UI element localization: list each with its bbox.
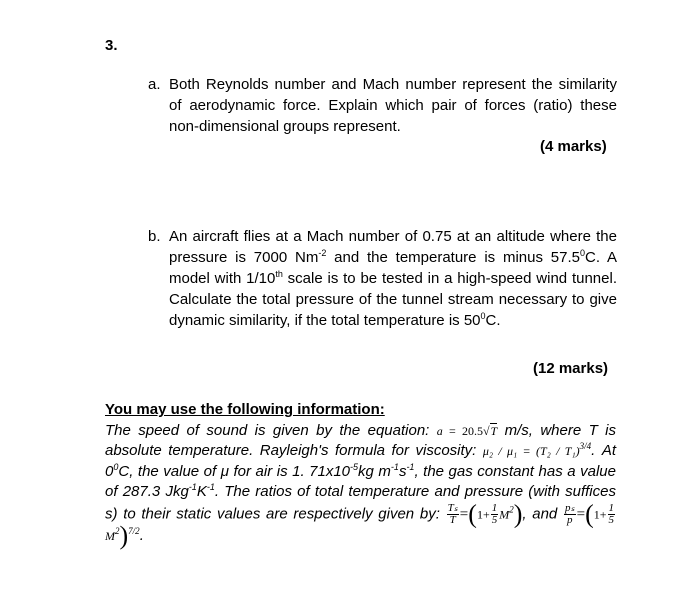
info-and: , and xyxy=(522,504,563,522)
p-half-fraction xyxy=(608,503,616,526)
part-b-deg-2: 0 xyxy=(480,311,486,321)
speed-eq-mid: = 20.5 xyxy=(442,423,483,438)
part-b-marks: (12 marks) xyxy=(533,360,609,377)
info-s2e: , the gas constant has a value of 287.3 Jkg xyxy=(105,462,616,500)
part-b-exp-1: -2 xyxy=(318,248,327,258)
info-s2f: K xyxy=(196,483,207,500)
left-paren-icon: ( xyxy=(585,499,594,528)
p-ratio-den: p xyxy=(567,513,573,526)
part-b-text-4: scale is to be tested in a high-speed wind tunnel. Calculate the total pressure of the tunnel stream necessary to give dynamic similarity, if the total temperature is 50 xyxy=(169,270,617,329)
speed-eq-arg: T xyxy=(490,423,498,438)
t-ratio-den: T xyxy=(449,513,456,526)
part-b-text-3: C. A model with 1/10 xyxy=(169,249,617,287)
t-one-plus: 1+ xyxy=(476,506,490,521)
info-s2-exp2: -1 xyxy=(390,461,399,472)
t-half-num: 1 xyxy=(491,501,498,514)
info-s2g: . The ratios of total temperature and pressure (with suffices s) to their static values are respectively given by: xyxy=(105,483,616,522)
p-ratio-fraction xyxy=(564,503,576,526)
p-msq: M xyxy=(105,528,115,543)
part-b-deg-1: 0 xyxy=(579,248,585,258)
part-b-text xyxy=(169,226,617,331)
p-half-den: 5 xyxy=(608,513,615,526)
info-heading: You may use the following information: xyxy=(105,401,385,418)
t-half-den: 5 xyxy=(491,513,498,526)
info-block xyxy=(105,400,616,550)
speed-eq-lhs: a xyxy=(436,423,443,438)
part-a-marks: (4 marks) xyxy=(540,138,607,155)
part-a xyxy=(148,74,617,137)
part-b-text-1: An aircraft flies at a Mach number of 0.75 at an altitude where the pressure is 7000 Nm xyxy=(169,228,617,266)
sqrt-icon: √ xyxy=(482,423,490,438)
t-ratio-fraction xyxy=(447,503,459,526)
info-s1-units: m/s, where T is absolute temperature. Rayleigh's formula for viscosity: xyxy=(105,421,616,459)
info-s2-exp3: -1 xyxy=(406,461,415,472)
part-b-ordinal: th xyxy=(275,269,283,279)
info-s2-exp: -5 xyxy=(350,461,359,472)
info-s2c: kg m xyxy=(358,462,391,480)
info-s2-deg: 0 xyxy=(113,461,119,472)
left-paren-icon: ( xyxy=(468,499,477,528)
info-s2-exp4: -1 xyxy=(188,482,197,492)
t-sq: 2 xyxy=(509,503,514,514)
part-b-label: b. xyxy=(148,228,161,245)
t-ratio-num: Tₛ xyxy=(447,501,458,514)
p-sq: 2 xyxy=(115,525,120,536)
p-ratio-num: pₛ xyxy=(564,501,575,514)
part-a-label: a. xyxy=(148,76,161,93)
part-b xyxy=(148,226,617,331)
t-eq-sign: = xyxy=(459,505,469,522)
info-s1: The speed of sound is given by the equation: xyxy=(105,421,437,439)
p-eq-sign: = xyxy=(576,505,586,522)
speed-equation xyxy=(437,423,498,438)
part-b-text-2: and the temperature is minus 57.5 xyxy=(326,249,580,266)
t-msq: M xyxy=(499,506,510,521)
viscosity-exponent: 3/4 xyxy=(579,441,592,451)
info-end: . xyxy=(139,526,144,544)
part-a-text: Both Reynolds number and Mach number represent the similarity of aerodynamic force. Explain which pair of forces (ratio) these non-dimensional groups represent. xyxy=(169,76,617,135)
viscosity-formula: μ₂ / μ₁ = (T₂ / T₁) xyxy=(482,444,580,458)
right-paren-icon: ) xyxy=(513,499,523,528)
info-s2a: . At 0 xyxy=(105,442,616,480)
right-paren-icon: ) xyxy=(119,520,129,550)
p-half-num: 1 xyxy=(608,501,615,514)
t-half-fraction xyxy=(491,503,499,526)
info-body xyxy=(105,421,616,550)
info-s2-exp5: -1 xyxy=(206,482,215,492)
info-s2b: C, the value of μ for air is 1. 71x10 xyxy=(118,462,351,480)
part-b-text-5: C. xyxy=(485,312,501,329)
p-exp: 7/2 xyxy=(128,525,140,536)
p-one-plus: 1+ xyxy=(593,506,607,521)
question-number: 3. xyxy=(105,37,118,54)
info-s2d: s xyxy=(398,462,407,480)
